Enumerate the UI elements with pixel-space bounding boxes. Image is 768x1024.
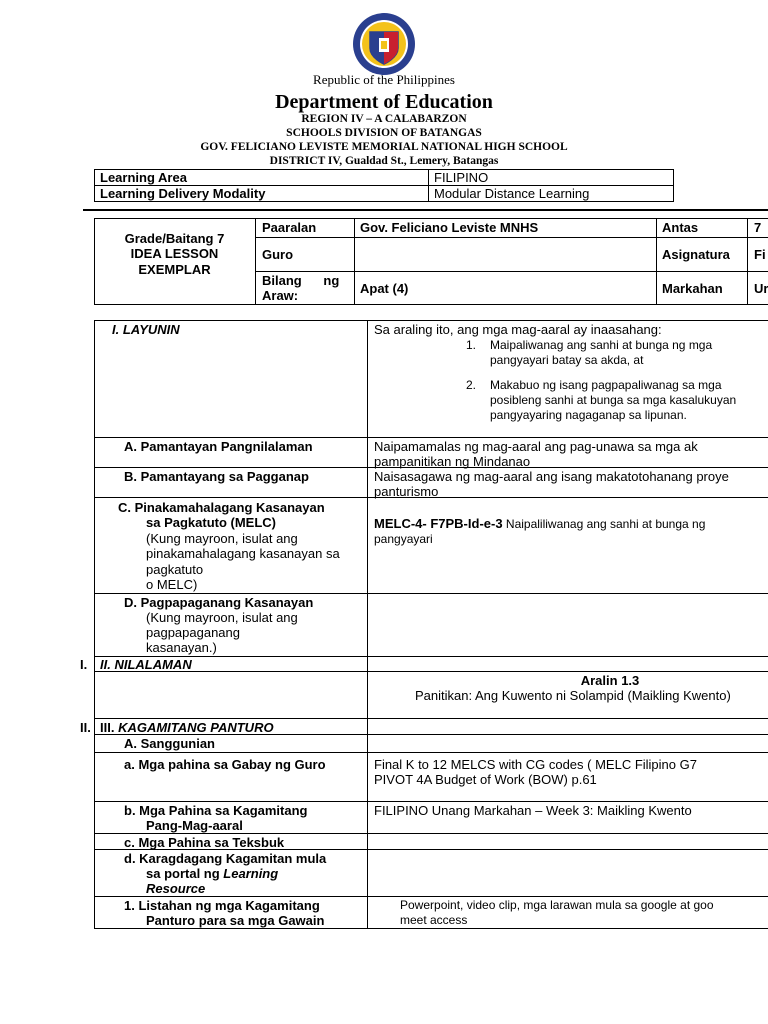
guro-label: Guro bbox=[262, 247, 294, 262]
exemplar-title-idea: IDEA LESSON bbox=[130, 246, 219, 261]
asignatura-value: Fi bbox=[754, 247, 766, 262]
portal-text: sa portal ng bbox=[146, 866, 224, 881]
school-line: GOV. FELICIANO LEVISTE MEMORIAL NATIONAL HIGH SCHOOL bbox=[200, 141, 568, 153]
district-line: DISTRICT IV, Gualdad St., Lemery, Batangas bbox=[269, 155, 499, 167]
markahan-value: Ur bbox=[754, 281, 768, 296]
division-line: SCHOOLS DIVISION OF BATANGAS bbox=[286, 127, 482, 139]
asignatura-label: Asignatura bbox=[662, 247, 730, 262]
pamantayan-pagganap-value-1: Naisasagawa ng mag-aaral ang isang makatotohanang proye bbox=[374, 469, 729, 484]
melc-note-1: (Kung mayroon, isulat ang bbox=[146, 531, 298, 546]
sanggunian-label: A. Sanggunian bbox=[124, 736, 215, 751]
nilalaman-marker: I. bbox=[80, 657, 88, 672]
modality-value: Modular Distance Learning bbox=[434, 186, 590, 201]
pagpapaganang-note-2: pagpapaganang bbox=[146, 625, 240, 640]
kagamitang-heading-text: KAGAMITANG PANTURO bbox=[118, 720, 274, 735]
melc-value-line-1 bbox=[374, 516, 705, 532]
deped-seal bbox=[352, 12, 416, 76]
deped-seal-icon bbox=[352, 12, 416, 76]
antas-value: 7 bbox=[754, 220, 762, 235]
karagdagang-kagamitan-label-1: d. Karagdagang Kagamitan mula bbox=[124, 851, 327, 866]
bilang-label: Bilang ng bbox=[262, 273, 340, 288]
pagpapaganang-note-3: kasanayan.) bbox=[146, 640, 217, 655]
gabay-guro-label: a. Mga pahina sa Gabay ng Guro bbox=[124, 757, 326, 772]
melc-label-2: sa Pagkatuto (MELC) bbox=[146, 515, 277, 530]
pamantayan-pangnilalaman-value-1: Naipamamalas ng mag-aaral ang pag-unawa sa mga ak bbox=[374, 439, 698, 454]
pamantayan-pangnilalaman-value-2: pampanitikan ng Mindanao bbox=[374, 454, 531, 469]
layunin-intro: Sa araling ito, ang mga mag-aaral ay inaasahang: bbox=[374, 322, 662, 337]
pamantayan-pangnilalaman-label: A. Pamantayan Pangnilalaman bbox=[124, 439, 313, 454]
gabay-guro-value-1: Final K to 12 MELCS with CG codes ( MELC Filipino G7 bbox=[374, 757, 697, 772]
teksbuk-label: c. Mga Pahina sa Teksbuk bbox=[124, 835, 285, 850]
republic-line: Republic of the Philippines bbox=[313, 72, 455, 87]
panitikan-label: Panitikan: Ang Kuwento ni Solampid (Maikling Kwento) bbox=[415, 688, 731, 703]
listahan-kagamitang-label-1: 1. Listahan ng mga Kagamitang bbox=[124, 898, 320, 913]
pamantayan-pagganap-value-2: panturismo bbox=[374, 484, 439, 499]
objective-2-line-2: posibleng sanhi at bunga sa mga kasalukuyan bbox=[490, 393, 737, 407]
karagdagang-kagamitan-label-3: Resource bbox=[146, 881, 206, 896]
objective-1-line-2: pangyayari batay sa akda, at bbox=[490, 353, 644, 367]
melc-value-text: Naipaliliwanag ang sanhi at bunga ng bbox=[502, 517, 706, 531]
pamantayan-pagganap-label: B. Pamantayang sa Pagganap bbox=[124, 469, 309, 484]
objective-2-line-1: Makabuo ng isang pagpapaliwanag sa mga bbox=[490, 378, 722, 392]
objective-1-line-1: Maipaliwanag ang sanhi at bunga ng mga bbox=[490, 338, 713, 352]
learning-area-label: Learning Area bbox=[100, 170, 187, 185]
aralin-label: Aralin 1.3 bbox=[580, 673, 640, 688]
kagamitang-mag-aaral-label-1: b. Mga Pahina sa Kagamitang bbox=[124, 803, 308, 818]
pagpapaganang-note-1: (Kung mayroon, isulat ang bbox=[146, 610, 298, 625]
kagamitang-heading-number: III. bbox=[100, 720, 119, 735]
objective-1-number: 1. bbox=[466, 338, 477, 352]
exemplar-title-exemplar: EXEMPLAR bbox=[138, 262, 211, 277]
karagdagang-kagamitan-label-2 bbox=[146, 866, 278, 882]
nilalaman-heading: II. NILALAMAN bbox=[100, 657, 192, 672]
layunin-heading: I. LAYUNIN bbox=[112, 322, 180, 337]
markahan-label: Markahan bbox=[662, 281, 723, 296]
objective-2-line-3: pangyayaring nagaganap sa lipunan. bbox=[490, 408, 687, 422]
portal-learning-text: Learning bbox=[223, 866, 279, 881]
bilang-value: Apat (4) bbox=[360, 281, 409, 296]
pagpapaganang-kasanayan-label: D. Pagpapaganang Kasanayan bbox=[124, 595, 314, 610]
kagamitang-mag-aaral-label-2: Pang-Mag-aaral bbox=[146, 818, 243, 833]
paaralan-value: Gov. Feliciano Leviste MNHS bbox=[360, 220, 539, 235]
kagamitang-heading bbox=[100, 720, 274, 736]
listahan-kagamitang-label-2: Panturo para sa mga Gawain bbox=[146, 913, 325, 928]
kagamitang-marker: II. bbox=[80, 720, 91, 735]
modality-label: Learning Delivery Modality bbox=[100, 186, 266, 201]
kagamitang-mag-aaral-value: FILIPINO Unang Markahan – Week 3: Maikling Kwento bbox=[374, 803, 692, 818]
araw-label: Araw: bbox=[262, 288, 299, 303]
melc-note-4: o MELC) bbox=[146, 577, 198, 592]
antas-label: Antas bbox=[662, 220, 699, 235]
melc-label-1: C. Pinakamahalagang Kasanayan bbox=[118, 500, 325, 515]
melc-value-line-2: pangyayari bbox=[374, 532, 433, 546]
department-title: Department of Education bbox=[275, 91, 493, 113]
melc-code: MELC-4- F7PB-Id-e-3 bbox=[374, 516, 503, 531]
paaralan-label: Paaralan bbox=[262, 220, 317, 235]
listahan-kagamitang-value-2: meet access bbox=[400, 913, 468, 927]
region-line: REGION IV – A CALABARZON bbox=[301, 113, 467, 125]
objective-2-number: 2. bbox=[466, 378, 477, 392]
exemplar-title-grade: Grade/Baitang 7 bbox=[124, 231, 225, 246]
melc-note-3: pagkatuto bbox=[146, 562, 204, 577]
gabay-guro-value-2: PIVOT 4A Budget of Work (BOW) p.61 bbox=[374, 772, 597, 787]
listahan-kagamitang-value-1: Powerpoint, video clip, mga larawan mula sa google at goo bbox=[400, 898, 714, 912]
melc-note-2: pinakamahalagang kasanayan sa bbox=[146, 546, 340, 561]
learning-area-value: FILIPINO bbox=[434, 170, 489, 185]
